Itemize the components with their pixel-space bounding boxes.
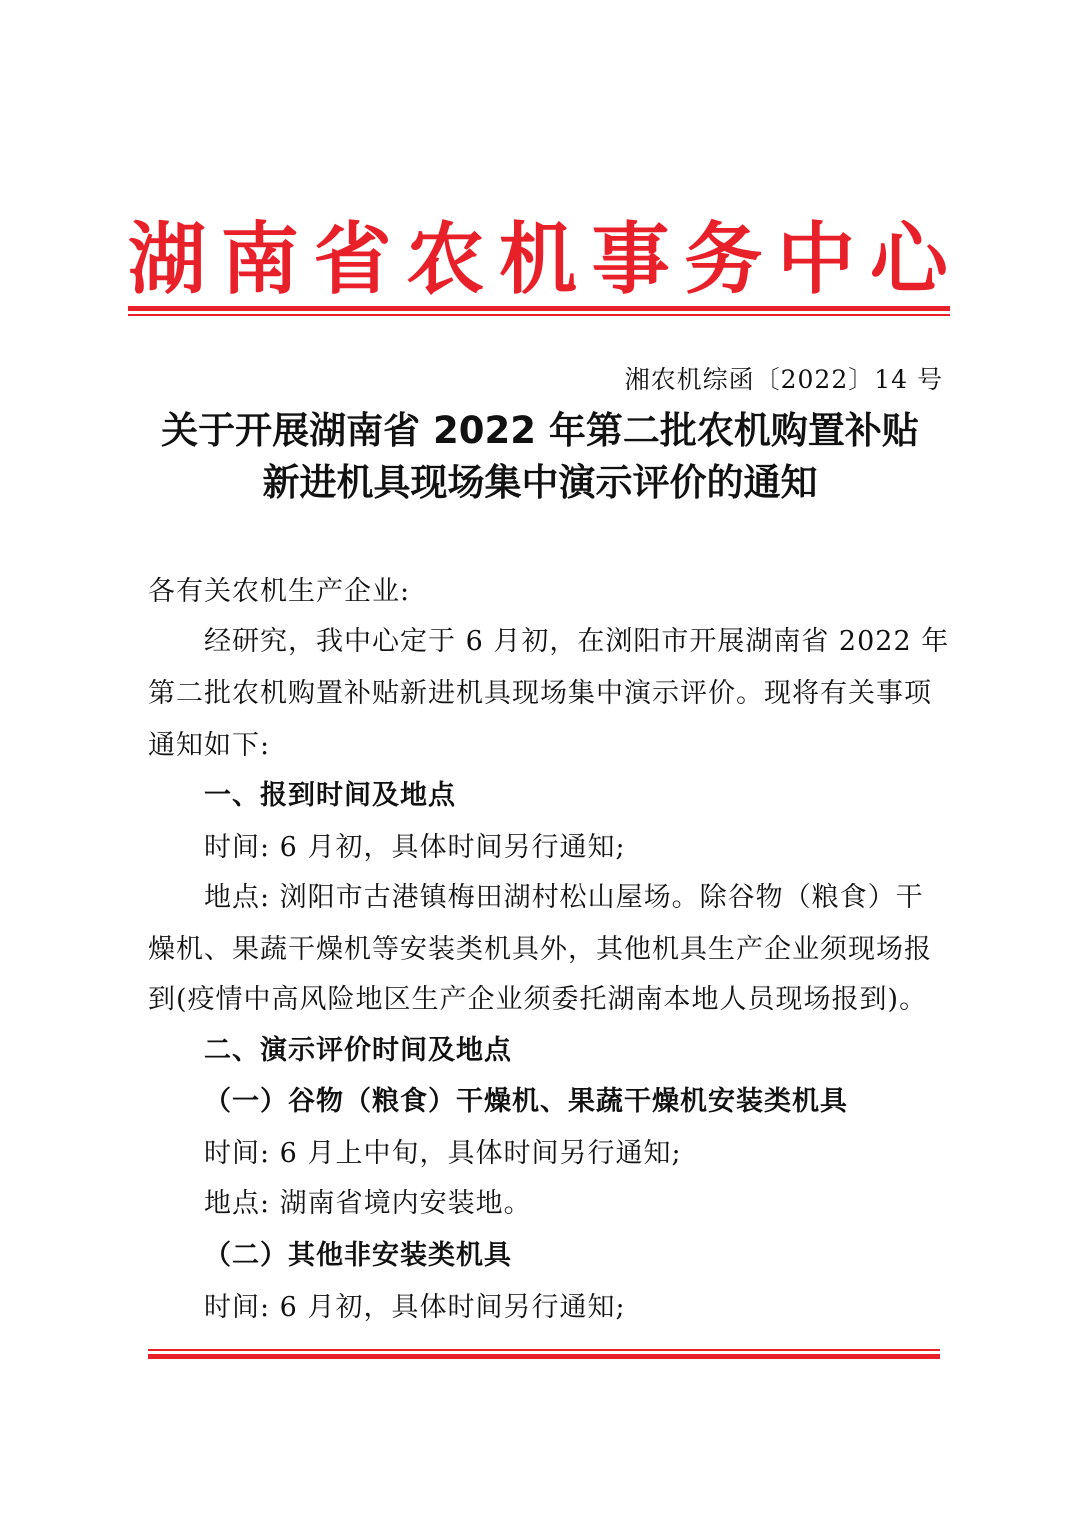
intro-line-1: 经研究，我中心定于 6 月初，在浏阳市开展湖南省 2022 年 bbox=[204, 626, 950, 657]
document-title-line-2: 新进机具现场集中演示评价的通知 bbox=[262, 461, 818, 504]
section-1-place-line-3: 到(疫情中高风险地区生产企业须委托湖南本地人员现场报到)。 bbox=[148, 984, 928, 1015]
salutation: 各有关农机生产企业: bbox=[148, 576, 411, 607]
letterhead-char: 湖 bbox=[128, 214, 207, 305]
letterhead-rule-thick bbox=[128, 306, 950, 311]
section-2-sub-1-time: 时间: 6 月上中旬，具体时间另行通知; bbox=[204, 1138, 682, 1169]
intro-line-2: 第二批农机购置补贴新进机具现场集中演示评价。现将有关事项 bbox=[148, 678, 932, 709]
intro-line-3: 通知如下: bbox=[148, 730, 271, 761]
letterhead-char: 省 bbox=[313, 214, 392, 305]
section-1-place-line-1: 地点: 浏阳市古港镇梅田湖村松山屋场。除谷物（粮食）干 bbox=[204, 882, 924, 913]
document-number: 湘农机综函〔2022〕14 号 bbox=[624, 365, 943, 394]
section-1-heading: 一、报到时间及地点 bbox=[204, 780, 456, 811]
section-2-sub-1-heading: （一）谷物（粮食）干燥机、果蔬干燥机安装类机具 bbox=[204, 1086, 848, 1117]
section-2-sub-2-heading: （二）其他非安装类机具 bbox=[204, 1240, 512, 1271]
section-2-sub-1-place: 地点: 湖南省境内安装地。 bbox=[204, 1188, 532, 1219]
footer-rule-thin bbox=[148, 1349, 940, 1351]
letterhead-char: 南 bbox=[220, 214, 299, 305]
footer-rule-thick bbox=[148, 1354, 940, 1359]
letterhead-rule-thin bbox=[128, 314, 950, 316]
section-2-heading: 二、演示评价时间及地点 bbox=[204, 1035, 512, 1066]
section-2-sub-2-time: 时间: 6 月初，具体时间另行通知; bbox=[204, 1292, 626, 1323]
letterhead-char: 机 bbox=[498, 214, 577, 305]
letterhead-char: 务 bbox=[684, 214, 763, 305]
section-1-place-line-2: 燥机、果蔬干燥机等安装类机具外，其他机具生产企业须现场报 bbox=[148, 934, 932, 965]
letterhead-char: 事 bbox=[591, 214, 670, 305]
letterhead-title bbox=[128, 212, 948, 308]
letterhead-char: 中 bbox=[777, 214, 856, 305]
document-title-line-1: 关于开展湖南省 2022 年第二批农机购置补贴 bbox=[161, 409, 919, 452]
letterhead-char: 农 bbox=[406, 214, 485, 305]
letterhead-char: 心 bbox=[869, 214, 948, 305]
section-1-time: 时间: 6 月初，具体时间另行通知; bbox=[204, 832, 626, 863]
